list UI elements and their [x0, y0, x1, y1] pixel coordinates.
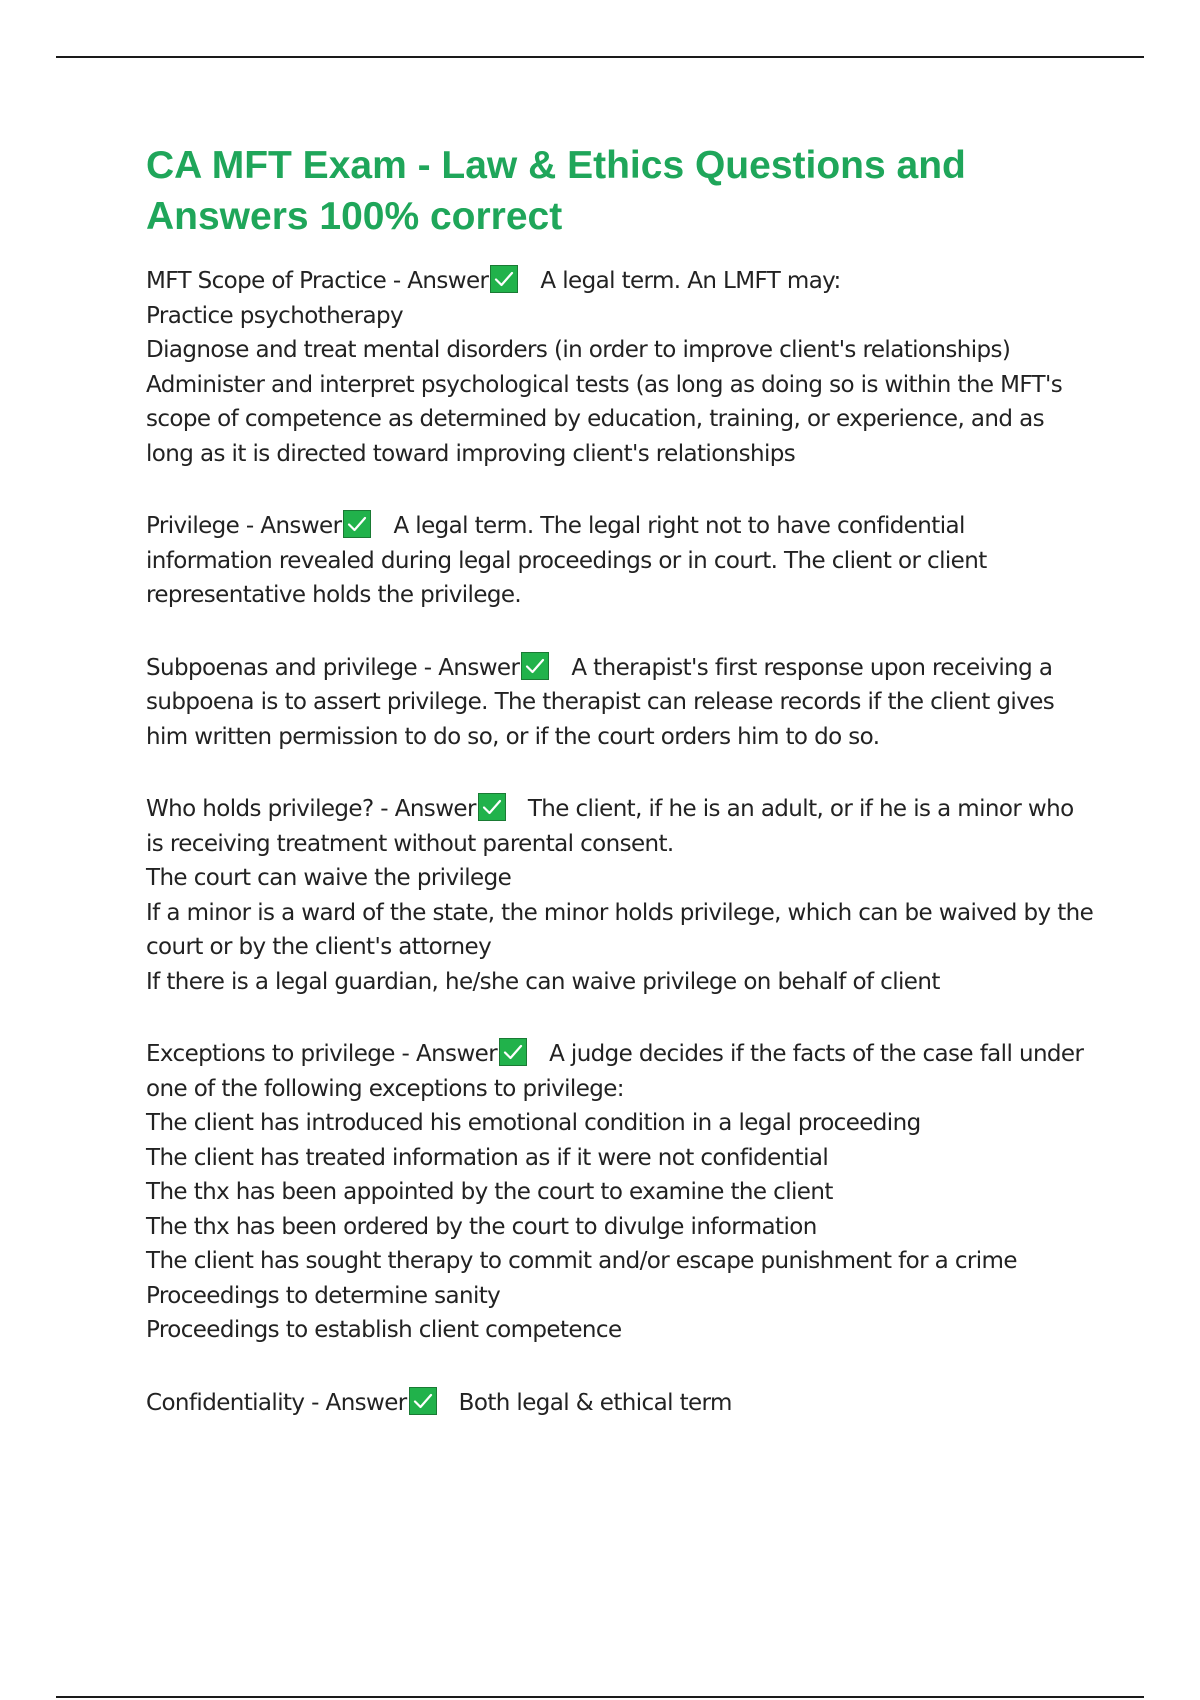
qa-answer-line: Proceedings to determine sanity [146, 1282, 501, 1309]
qa-term: Subpoenas and privilege - Answer [146, 654, 520, 681]
qa-term: Exceptions to privilege - Answer [146, 1041, 498, 1067]
qa-answer-line: Administer and interpret psychological tests (as long as doing so is within the MFT's scope of competence as determined by education, training, or experience, and as long as it is directed toward improving client's relationships [146, 371, 1063, 467]
qa-answer-line: The client has introduced his emotional condition in a legal proceeding [146, 1110, 921, 1136]
qa-entry [146, 651, 1096, 755]
qa-first-line [146, 264, 1096, 299]
qa-list [146, 264, 1096, 1420]
qa-first-line [146, 1037, 1096, 1106]
qa-term: Who holds privilege? - Answer [146, 796, 476, 822]
qa-answer: A legal term. An LMFT may: [540, 268, 841, 294]
qa-first-line [146, 1386, 1096, 1421]
bottom-divider [56, 1696, 1144, 1698]
qa-answer: The client, if he is an adult, or if he is a minor who is receiving treatment without parental consent. [146, 796, 1074, 857]
qa-first-line [146, 792, 1096, 861]
qa-answer: A legal term. The legal right not to have confidential information revealed during legal proceedings or in court. The client or client representative holds the privilege. [146, 513, 987, 608]
qa-answer-line: The thx has been ordered by the court to divulge information [146, 1213, 817, 1240]
qa-term: Privilege - Answer [146, 513, 342, 539]
qa-term: Confidentiality - Answer [146, 1389, 407, 1416]
qa-answer-line: If there is a legal guardian, he/she can waive privilege on behalf of client [146, 968, 940, 995]
qa-answer-line: Diagnose and treat mental disorders (in order to improve client's relationships) [146, 337, 1011, 363]
qa-first-line [146, 509, 1096, 613]
qa-entry [146, 509, 1096, 613]
check-icon [478, 793, 506, 821]
check-icon [343, 510, 371, 538]
document-body [146, 140, 1096, 1458]
qa-answer-line: The court can waive the privilege [146, 865, 512, 891]
qa-answer-line: Proceedings to establish client competence [146, 1317, 622, 1343]
qa-answer: A therapist's first response upon receiving a subpoena is to assert privilege. The therapist can release records if the client gives him written permission to do so, or if the court orders him to do so. [146, 654, 1055, 750]
check-icon [409, 1387, 437, 1415]
check-icon [521, 652, 549, 680]
qa-answer: A judge decides if the facts of the case fall under one of the following exceptions to privilege: [146, 1041, 1084, 1102]
qa-answer-line: The thx has been appointed by the court to examine the client [146, 1179, 833, 1205]
qa-first-line [146, 651, 1096, 755]
qa-answer-line: Practice psychotherapy [146, 302, 403, 329]
check-icon [490, 265, 518, 293]
qa-term: MFT Scope of Practice - Answer [146, 268, 489, 294]
qa-answer-line: The client has treated information as if it were not confidential [146, 1144, 829, 1171]
qa-entry [146, 1037, 1096, 1348]
qa-entry [146, 792, 1096, 999]
qa-entry [146, 264, 1096, 471]
top-divider [56, 56, 1144, 58]
qa-answer-line: The client has sought therapy to commit and/or escape punishment for a crime [146, 1248, 1017, 1274]
page-title: CA MFT Exam - Law & Ethics Questions and Answers 100% correct [146, 144, 966, 238]
qa-entry [146, 1386, 1096, 1421]
check-icon [499, 1038, 527, 1066]
qa-answer-line: If a minor is a ward of the state, the minor holds privilege, which can be waived by the court or by the client's attorney [146, 899, 1094, 960]
qa-answer: Both legal & ethical term [458, 1389, 732, 1416]
